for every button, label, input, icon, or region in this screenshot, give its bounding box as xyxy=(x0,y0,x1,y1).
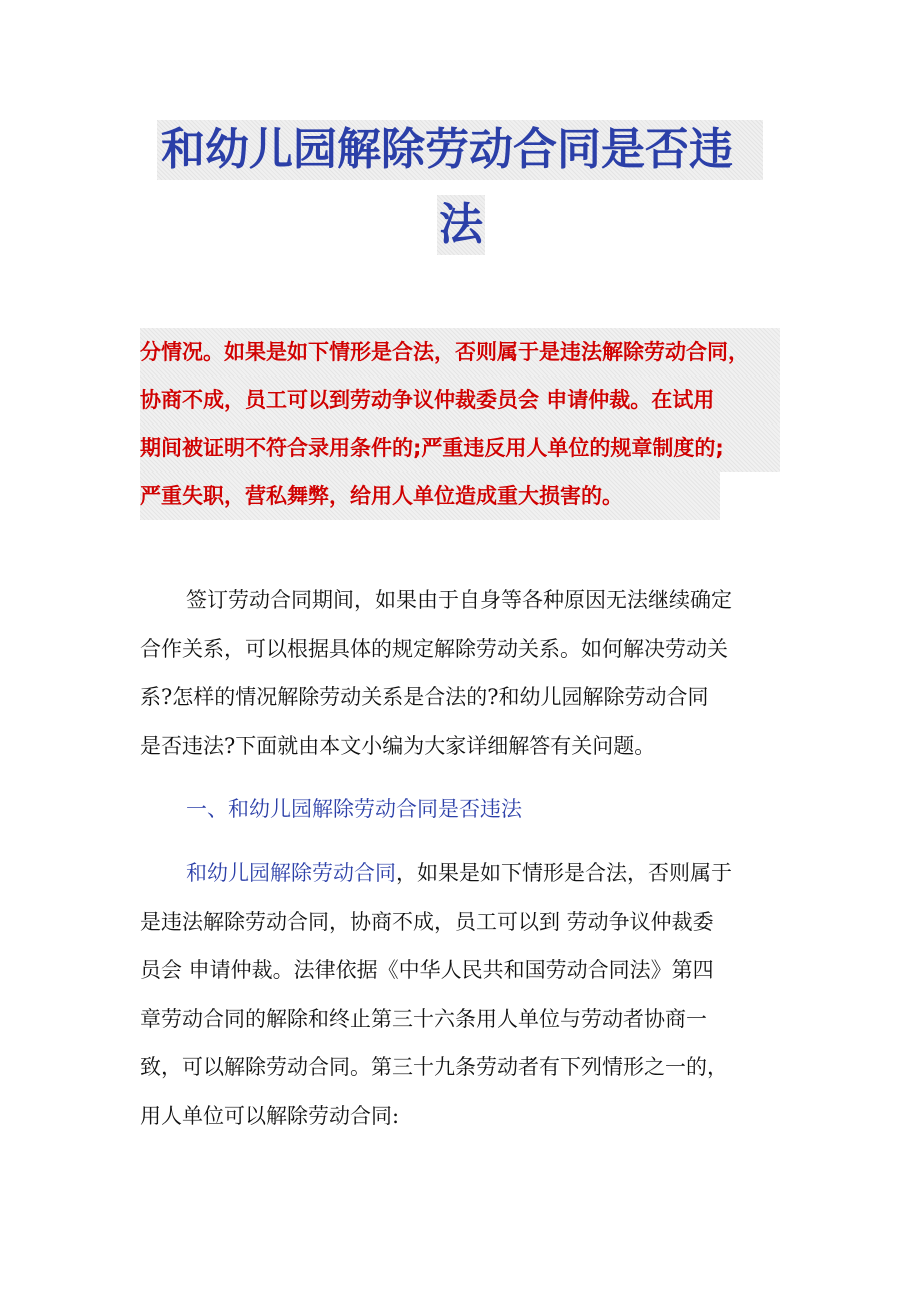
document-title-line-2: 法 xyxy=(437,195,485,255)
summary-line: 协商不成，员工可以到劳动争议仲裁委员会 申请仲裁。在试用 xyxy=(140,376,780,424)
intro-line: 合作关系，可以根据具体的规定解除劳动关系。如何解决劳动关 xyxy=(140,636,728,661)
intro-line: 是否违法?下面就由本文小编为大家详细解答有关问题。 xyxy=(140,733,656,758)
intro-paragraph xyxy=(140,576,780,770)
summary-block xyxy=(140,328,780,520)
body-line-rest: ，如果是如下情形是合法，否则属于 xyxy=(396,861,732,885)
body-line xyxy=(140,849,780,898)
body-paragraph xyxy=(140,849,780,1140)
summary-line: 分情况。如果是如下情形是合法，否则属于是违法解除劳动合同， xyxy=(140,328,780,376)
body-line: 是违法解除劳动合同，协商不成，员工可以到 劳动争议仲裁委 xyxy=(140,909,714,934)
document-title-line-1: 和幼儿园解除劳动合同是否违 xyxy=(157,120,763,180)
body-line: 章劳动合同的解除和终止第三十六条用人单位与劳动者协商一 xyxy=(140,1006,707,1031)
summary-line: 严重失职，营私舞弊，给用人单位造成重大损害的。 xyxy=(140,472,720,520)
body-line: 员会 申请仲裁。法律依据《中华人民共和国劳动合同法》第四 xyxy=(140,958,714,982)
intro-line: 系?怎样的情况解除劳动关系是合法的?和幼儿园解除劳动合同 xyxy=(140,685,709,709)
topic-link[interactable]: 和幼儿园解除劳动合同 xyxy=(186,861,396,885)
intro-line: 签订劳动合同期间，如果由于自身等各种原因无法继续确定 xyxy=(186,588,732,612)
body-line: 用人单位可以解除劳动合同: xyxy=(140,1103,400,1128)
body-line: 致，可以解除劳动合同。第三十九条劳动者有下列情形之一的， xyxy=(140,1055,728,1079)
section-heading: 一、和幼儿园解除劳动合同是否违法 xyxy=(186,797,522,821)
summary-line: 期间被证明不符合录用条件的;严重违反用人单位的规章制度的; xyxy=(140,424,780,472)
